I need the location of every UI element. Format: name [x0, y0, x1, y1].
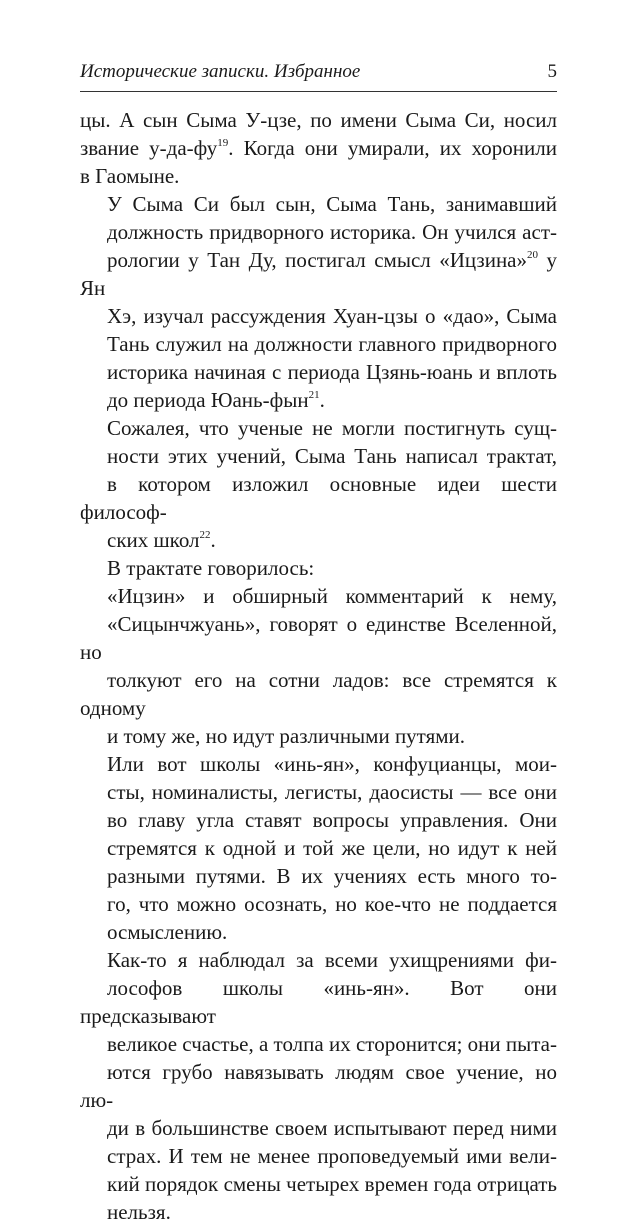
- text-run: должность придворного историка. Он учился аст-: [107, 220, 557, 244]
- text-line: [80, 358, 557, 386]
- text-line: [80, 134, 557, 162]
- text-line: [80, 974, 557, 1030]
- text-line: [80, 218, 557, 246]
- text-run: рологии у Тан Ду, постигал смысл «Ицзина»: [107, 248, 527, 272]
- text-run: в Гаомыне.: [80, 164, 180, 188]
- text-run: го, что можно осознать, но кое-что не поддается: [107, 892, 557, 916]
- text-run: У Сыма Си был сын, Сыма Тань, занимавший: [107, 192, 557, 216]
- text-line: [80, 582, 557, 610]
- text-line: [80, 526, 557, 554]
- footnote-marker: 20: [527, 249, 538, 261]
- book-title: Исторические записки. Избранное: [80, 61, 361, 82]
- text-line: [80, 722, 557, 750]
- body-text: [80, 106, 557, 1226]
- text-run: ются грубо навязывать людям свое учение, но лю-: [80, 1060, 557, 1112]
- paragraph: [80, 106, 557, 190]
- text-line: [80, 862, 557, 890]
- text-run: во главу угла ставят вопросы управления. Они: [107, 808, 557, 832]
- text-run: разными путями. В их учениях есть много то-: [107, 864, 557, 888]
- text-run: «Ицзин» и обширный комментарий к нему,: [107, 584, 557, 608]
- paragraph: [80, 554, 557, 582]
- text-line: [80, 1170, 557, 1198]
- text-run: Как-то я наблюдал за всеми ухищрениями фи-: [107, 948, 557, 972]
- text-line: [80, 778, 557, 806]
- text-run: у Ян: [80, 248, 557, 300]
- text-line: [80, 750, 557, 778]
- paragraph: [80, 750, 557, 946]
- text-run: кий порядок смены четырех времен года отрицать: [107, 1172, 557, 1196]
- text-line: [80, 1142, 557, 1170]
- text-run: страх. И тем не менее проповедуемый ими вели-: [107, 1144, 557, 1168]
- text-run: до периода Юань-фын: [107, 388, 309, 412]
- text-line: [80, 806, 557, 834]
- text-run: в котором изложил основные идеи шести философ-: [80, 472, 557, 524]
- text-line: [80, 246, 557, 302]
- text-line: [80, 470, 557, 526]
- text-run: Тань служил на должности главного придворного: [107, 332, 557, 356]
- text-run: «Сицынчжуань», говорят о единстве Вселенной, но: [80, 612, 557, 664]
- text-line: [80, 946, 557, 974]
- text-run: звание у-да-фу: [80, 136, 218, 160]
- text-run: лософов школы «инь-ян». Вот они предсказывают: [80, 976, 557, 1028]
- text-run: ности этих учений, Сыма Тань написал трактат,: [107, 444, 557, 468]
- text-line: [80, 610, 557, 666]
- text-run: . Когда они умирали, их хоронили: [228, 136, 557, 160]
- text-line: [80, 890, 557, 918]
- text-run: историка начиная с периода Цзянь-юань и вплоть: [107, 360, 557, 384]
- text-line: [80, 106, 557, 134]
- text-line: [80, 302, 557, 330]
- text-run: нельзя.: [107, 1200, 171, 1224]
- footnote-marker: 21: [308, 389, 320, 401]
- text-run: сты, номиналисты, легисты, даосисты — все они: [107, 780, 557, 804]
- paragraph: [80, 946, 557, 1226]
- text-line: [80, 330, 557, 358]
- text-run: Сожалея, что ученые не могли постигнуть сущ-: [107, 416, 557, 440]
- text-line: [80, 918, 557, 946]
- text-line: [80, 442, 557, 470]
- paragraph: [80, 414, 557, 554]
- text-run: Хэ, изучал рассуждения Хуан-цзы о «дао», Сыма: [107, 304, 557, 328]
- text-line: [80, 834, 557, 862]
- text-run: стремятся к одной и той же цели, но идут к ней: [107, 836, 557, 860]
- text-line: [80, 1030, 557, 1058]
- footnote-marker: 22: [199, 529, 211, 541]
- text-line: [80, 162, 557, 190]
- text-run: великое счастье, а толпа их сторонится; они пыта-: [107, 1032, 557, 1056]
- text-line: [80, 414, 557, 442]
- text-line: [80, 666, 557, 722]
- page-number: 5: [547, 61, 557, 82]
- text-run: осмыслению.: [107, 920, 228, 944]
- text-run: Или вот школы «инь-ян», конфуцианцы, мои-: [107, 752, 557, 776]
- book-page: [80, 58, 557, 1226]
- text-run: ских школ: [107, 528, 200, 552]
- paragraph: [80, 582, 557, 750]
- text-line: [80, 386, 557, 414]
- text-run: В трактате говорилось:: [107, 556, 315, 580]
- text-line: [80, 554, 557, 582]
- text-run: ди в большинстве своем испытывают перед ними: [107, 1116, 557, 1140]
- text-line: [80, 1114, 557, 1142]
- text-run: .: [210, 528, 216, 552]
- paragraph: [80, 190, 557, 414]
- text-run: толкуют его на сотни ладов: все стремятся к одному: [80, 668, 557, 720]
- text-run: .: [319, 388, 325, 412]
- text-line: [80, 190, 557, 218]
- text-line: [80, 1198, 557, 1226]
- footnote-marker: 19: [217, 137, 229, 149]
- running-header: [80, 58, 557, 92]
- text-line: [80, 1058, 557, 1114]
- text-run: и тому же, но идут различными путями.: [107, 724, 466, 748]
- text-run: цы. А сын Сыма У-цзе, по имени Сыма Си, носил: [80, 108, 557, 132]
